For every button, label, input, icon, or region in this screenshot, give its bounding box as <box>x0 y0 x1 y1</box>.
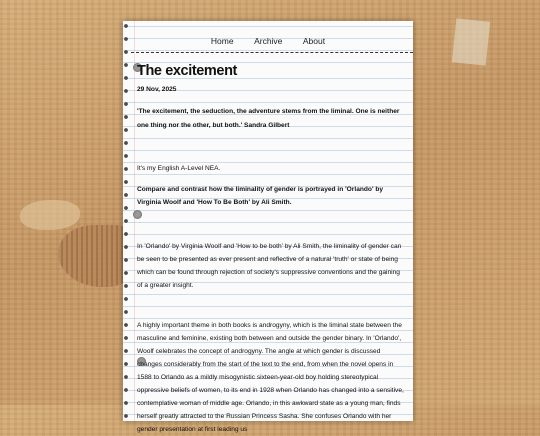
nav-about-link[interactable]: About <box>302 36 326 46</box>
cardboard-scuff <box>20 200 80 230</box>
top-nav <box>123 31 413 49</box>
nav-archive-link[interactable]: Archive <box>254 36 283 46</box>
post-date: 29 Nov, 2025 <box>137 86 177 93</box>
post-title: The excitement <box>137 63 237 79</box>
post-question: Compare and contrast how the liminality of gender is portrayed in 'Orlando' by Virginia Woolf and 'How To Be Both' by Ali Smith. <box>137 186 384 206</box>
post-paragraph: It's my English A-Level NEA. <box>137 165 221 172</box>
post-paragraph: In 'Orlando' by Virginia Woolf and 'How to be both' by Ali Smith, the liminality of gender can be seen to be presented as ever present and reflective of a natural 'truth' or state of being which can be found through rejection of society's suppressive conventions and the gaining of a greater insight. <box>137 243 402 289</box>
spiral-binding <box>123 21 131 421</box>
post-paragraph: A highly important theme in both books is androgyny, which is the liminal state between the masculine and feminine, existing both between and outside the gender binary. In 'Orlando', Woolf celebrates the concept of androgyny. The angle at which gender is discussed changes considerably from the start of the text to the end, from when the novel opens in 1588 to Orlando as a mildly misogynistic sixteen-year-old boy holding stereotypical oppressive beliefs of women, to its end in 1928 when Orlando has changed into a sensitive, contemplative woman of middle age. Orlando, in this awkward state as a young man, finds herself greatly attracted to the Russian Princess Sasha. She confuses Orlando with her gender presentation at first leading us <box>137 322 404 433</box>
nav-divider <box>131 52 413 53</box>
nav-home-link[interactable]: Home <box>210 36 234 46</box>
post-epigraph: 'The excitement, the seduction, the adventure stems from the liminal. One is neither one thing nor the other, but both.' Sandra Gilbert <box>137 108 400 129</box>
notebook-page <box>123 21 413 433</box>
tape-strip <box>452 18 490 65</box>
post-content <box>137 63 405 436</box>
